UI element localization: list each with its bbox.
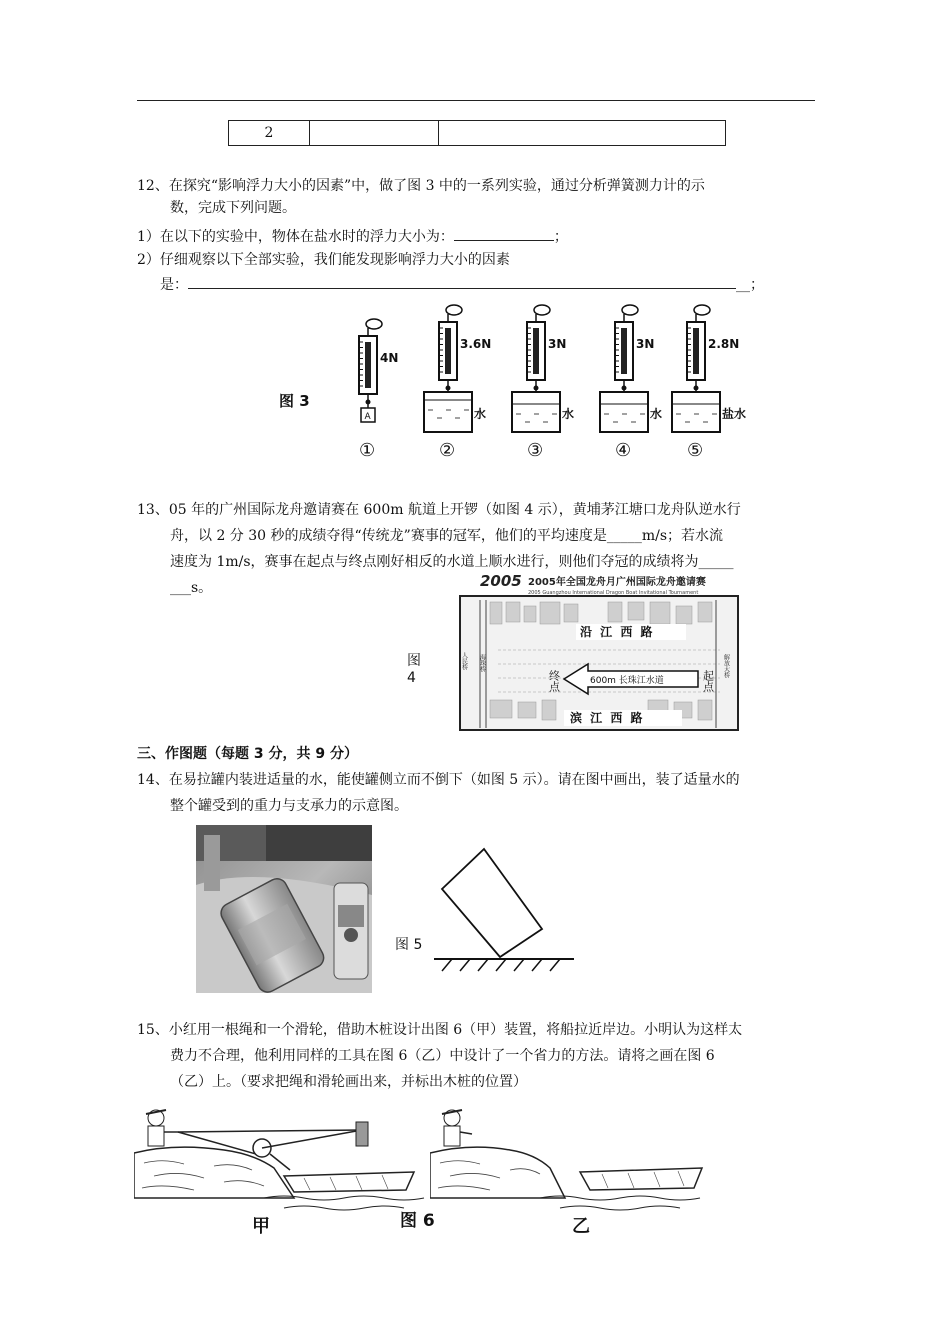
q13-line2: 舟，以 2 分 30 秒的成绩夺得“传统龙”赛事的冠军，他们的平均速度是_____m/s；若水流 <box>170 528 724 544</box>
beaker <box>512 392 560 432</box>
header-rule <box>137 100 815 101</box>
scale-reading: 2.8N <box>708 337 740 351</box>
liquid-label: 水 <box>562 407 575 421</box>
beaker <box>672 392 720 432</box>
liquid-label: 盐水 <box>722 407 747 421</box>
experiment-number: ③ <box>527 440 544 461</box>
hand-icon <box>622 305 638 315</box>
scale-knot <box>366 400 371 405</box>
fig6-right-label: 乙 <box>572 1216 590 1237</box>
fig3-spring-scales <box>340 296 760 461</box>
map-left-road1: 人民桥 <box>460 652 468 670</box>
section3-title: 三、作图题（每题 3 分，共 9 分） <box>137 746 358 762</box>
q12-line1: 12、在探究“影响浮力大小的因素”中，做了图 3 中的一系列实验，通过分析弹簧测力计的示 <box>137 178 705 194</box>
experiment-number: ④ <box>615 440 632 461</box>
fig4-label-a: 图 <box>407 653 421 669</box>
answer-blank-buoyancy[interactable] <box>454 226 554 241</box>
scale-spring <box>693 328 699 374</box>
liquid-label: 水 <box>650 407 663 421</box>
table-fragment <box>228 120 726 146</box>
experiment-number: ⑤ <box>687 440 704 461</box>
experiment-number: ① <box>359 440 376 461</box>
scale-knot <box>534 386 539 391</box>
scale-spring <box>445 328 451 374</box>
hand-icon <box>534 305 550 315</box>
answer-blank-factor[interactable] <box>188 274 736 289</box>
q12-sub2b-text: 是： <box>160 277 188 293</box>
scale-reading: 3N <box>636 337 655 351</box>
fig4-map <box>458 572 740 732</box>
scale-spring <box>533 328 539 374</box>
fig3-label: 图 3 <box>279 392 310 410</box>
q12-sub2-end: __； <box>736 277 764 293</box>
fig6-jia <box>134 1098 434 1238</box>
liquid-label: 水 <box>474 407 487 421</box>
scale-knot <box>622 386 627 391</box>
scale-spring <box>365 342 371 388</box>
fig5-diagram <box>428 845 578 980</box>
fig5-photo <box>196 825 372 993</box>
map-finish: 终点 <box>547 670 561 692</box>
q15-line2: 费力不合理，他利用同样的工具在图 6（乙）中设计了一个省力的方法。请将之画在图 6 <box>170 1048 715 1064</box>
scale-knot <box>446 386 451 391</box>
q12-sub1-text: 1）在以下的实验中，物体在盐水时的浮力大小为： <box>137 229 454 245</box>
q14-line2: 整个罐受到的重力与支承力的示意图。 <box>170 798 408 814</box>
fig5-label: 图 5 <box>395 937 423 953</box>
q15-line3: （乙）上。（要求把绳和滑轮画出来，并标出木桩的位置） <box>170 1074 527 1090</box>
beaker <box>424 392 472 432</box>
scale-reading: 3.6N <box>460 337 492 351</box>
map-start: 起点 <box>701 670 715 692</box>
beaker <box>600 392 648 432</box>
map-road-bottom: 滨 江 西 路 <box>570 711 645 725</box>
map-left-road2: 海珠桥 <box>478 654 486 672</box>
map-right-road: 解放大桥 <box>722 654 730 678</box>
map-arrow-label: 600m 长珠江水道 <box>590 676 664 686</box>
fig6-yi <box>430 1098 710 1238</box>
table-cell <box>310 121 439 146</box>
scale-reading: 4N <box>380 351 399 365</box>
table-cell: 2 <box>229 121 310 146</box>
table-cell <box>439 121 726 146</box>
experiment-number: ② <box>439 440 456 461</box>
block-label: A <box>364 412 371 422</box>
q13-line1: 13、05 年的广州国际龙舟邀请赛在 600m 航道上开锣（如图 4 示），黄埔茅江塘口龙舟队逆水行 <box>137 502 741 518</box>
fig6-label: 图 6 <box>400 1211 435 1231</box>
q14-line1: 14、在易拉罐内装进适量的水，能使罐侧立而不倒下（如图 5 示）。请在图中画出，装了适量水的 <box>137 772 740 788</box>
hand-icon <box>366 319 382 329</box>
scale-reading: 3N <box>548 337 567 351</box>
scale-knot <box>694 386 699 391</box>
hand-icon <box>446 305 462 315</box>
q12-sub1 <box>137 226 568 247</box>
fig4-label-b: 4 <box>407 670 416 686</box>
q13-line3: 速度为 1m/s，赛事在起点与终点刚好相反的水道上顺水进行，则他们夺冠的成绩将为_____ <box>170 554 734 570</box>
can-outline <box>442 849 542 957</box>
fig6-left-label: 甲 <box>252 1216 270 1237</box>
q12-sub1-end: ； <box>553 229 568 245</box>
map-logo: 2005 <box>480 572 522 590</box>
q12-sub2b <box>160 274 764 295</box>
q12-sub2: 2）仔细观察以下全部实验，我们能发现影响浮力大小的因素 <box>137 252 510 268</box>
scale-spring <box>621 328 627 374</box>
hand-icon <box>694 305 710 315</box>
q13-line4: ___s。 <box>170 580 213 596</box>
map-road-top: 沿 江 西 路 <box>580 625 655 639</box>
map-banner-sub: 2005 Guangzhou International Dragon Boat Invitational Tournament <box>528 590 699 596</box>
q15-line1: 15、小红用一根绳和一个滑轮，借助木桩设计出图 6（甲）装置，将船拉近岸边。小明认为这样太 <box>137 1022 743 1038</box>
q12-line2: 数，完成下列问题。 <box>170 200 296 216</box>
map-banner-title: 2005年全国龙舟月广州国际龙舟邀请赛 <box>528 577 706 588</box>
